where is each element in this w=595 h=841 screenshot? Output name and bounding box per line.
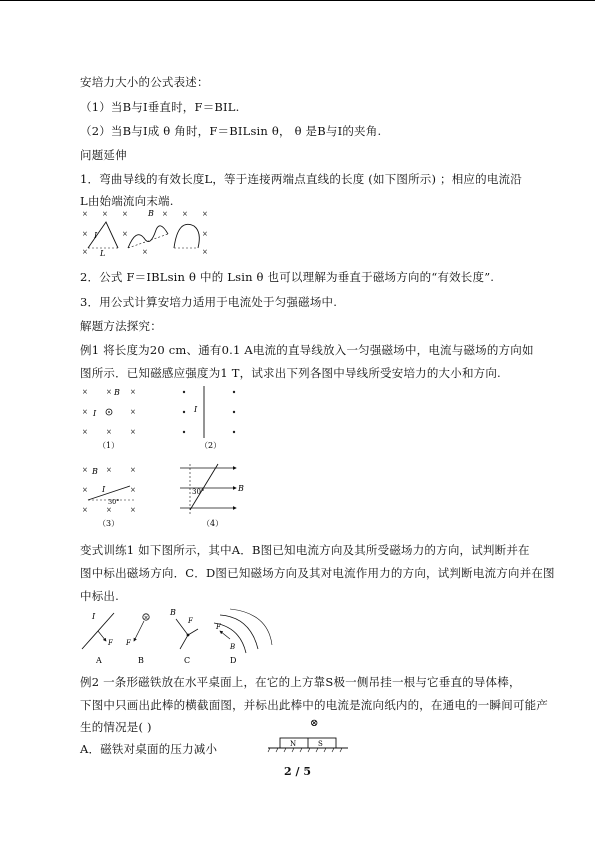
svg-text:×: × — [130, 428, 136, 436]
field-cross: × — [102, 210, 108, 218]
variant-d-caption: D — [230, 656, 237, 665]
page-number: 2 / 5 — [284, 765, 311, 778]
svg-text:×: × — [82, 506, 88, 514]
example-1-line-2: 图所示．已知磁感应强度为1 T，试求出下列各图中导线所受安培力的大小和方向. — [80, 366, 501, 380]
svg-text:×: × — [106, 388, 112, 396]
fig4-caption: （4） — [202, 519, 224, 528]
option-a: A．磁铁对桌面的压力减小 — [80, 742, 218, 756]
field-cross: × — [202, 248, 208, 256]
header-rule — [0, 0, 595, 1]
example-2-line-2: 下图中只画出此棒的横截面图，并标出此棒中的电流是流向纸内的，在通电的一瞬间可能产 — [80, 698, 548, 712]
variant-1-line-3: 中标出. — [80, 589, 119, 603]
example-1-fig-2 — [178, 382, 248, 454]
bent-wire-label-i: I — [94, 231, 98, 240]
field-cross: × — [82, 248, 88, 256]
field-cross: × — [182, 210, 188, 218]
svg-text:×: × — [82, 428, 88, 436]
field-cross: × — [202, 230, 208, 238]
fig3-label-b: B — [92, 467, 98, 476]
field-cross: × — [162, 210, 168, 218]
example-2-line-3: 生的情况是( ) — [80, 720, 152, 734]
fig3-angle: 30° — [108, 498, 120, 506]
field-cross: × — [82, 210, 88, 218]
variant-d-label-f: F — [216, 623, 221, 631]
section-extension: 问题延伸 — [80, 148, 127, 162]
fig1-label-b: B — [114, 388, 120, 397]
variant-figures — [80, 605, 280, 667]
field-cross: × — [142, 248, 148, 256]
point-1-line-1: 1．弯曲导线的有效长度L，等于连接两端点直线的长度 (如下图所示) ；相应的电流沿 — [80, 172, 522, 186]
variant-b-caption: B — [138, 656, 144, 665]
formula-case-1: （1）当B与I垂直时，F＝BIL. — [80, 100, 240, 114]
bent-wire-figure — [78, 208, 218, 258]
svg-text:×: × — [106, 466, 112, 474]
bent-wire-label-l: L — [100, 249, 106, 258]
variant-b-label-f: F — [126, 639, 131, 647]
bent-wire-label-b: B — [148, 209, 154, 218]
field-cross: × — [122, 210, 128, 218]
fig2-label-i: I — [194, 405, 198, 414]
fig4-label-b: B — [238, 484, 244, 493]
section-method: 解题方法探究： — [80, 319, 162, 333]
svg-text:×: × — [82, 408, 88, 416]
example-1-fig-1 — [78, 382, 148, 454]
example-1-fig-4 — [178, 460, 248, 532]
field-cross: × — [202, 210, 208, 218]
svg-text:×: × — [82, 466, 88, 474]
point-3: 3．用公式计算安培力适用于电流处于匀强磁场中. — [80, 295, 338, 309]
svg-text:×: × — [106, 506, 112, 514]
svg-text:×: × — [130, 408, 136, 416]
variant-c-label-b: B — [170, 608, 176, 617]
field-cross: × — [122, 230, 128, 238]
variant-c-caption: C — [184, 656, 191, 665]
svg-text:×: × — [82, 486, 88, 494]
variant-a-caption: A — [96, 656, 102, 665]
fig1-caption: （1） — [98, 441, 120, 450]
fig2-caption: （2） — [200, 441, 222, 450]
magnet-label-s: S — [318, 740, 323, 748]
svg-text:×: × — [82, 388, 88, 396]
variant-c-label-f: F — [188, 617, 193, 625]
variant-a-label-f: F — [108, 639, 113, 647]
svg-text:×: × — [130, 506, 136, 514]
example-2-line-1: 例2 一条形磁铁放在水平桌面上，在它的上方靠S极一侧吊挂一根与它垂直的导体棒， — [80, 675, 521, 689]
variant-a-label-i: I — [92, 612, 96, 621]
fig1-label-i: I — [93, 409, 97, 418]
magnet-current-symbol: ⊗ — [310, 718, 319, 729]
magnet-figure — [268, 714, 348, 754]
svg-text:×: × — [130, 486, 136, 494]
variant-d-label-b: B — [230, 643, 236, 651]
svg-text:×: × — [106, 428, 112, 436]
fig3-caption: （3） — [98, 519, 120, 528]
magnet-label-n: N — [290, 740, 297, 748]
fig3-label-i: I — [102, 485, 106, 494]
svg-text:×: × — [130, 388, 136, 396]
svg-text:×: × — [143, 614, 149, 622]
formula-heading: 安培力大小的公式表述： — [80, 75, 209, 89]
example-1-fig-3 — [78, 460, 148, 532]
point-2: 2．公式 F＝IBLsin θ 中的 Lsin θ 也可以理解为垂直于磁场方向的“有效长度”. — [80, 270, 495, 284]
svg-text:×: × — [130, 466, 136, 474]
field-cross: × — [82, 230, 88, 238]
variant-1-line-1: 变式训练1 如下图所示，其中A．B图已知电流方向及其所受磁场力的方向，试判断并在 — [80, 543, 530, 557]
example-1-line-1: 例1 将长度为20 cm、通有0.1 A电流的直导线放入一匀强磁场中，电流与磁场的方向如 — [80, 343, 534, 357]
variant-1-line-2: 图中标出磁场方向．C．D图已知磁场方向及其对电流作用力的方向，试判断电流方向并在图 — [80, 566, 555, 580]
fig4-angle: 30° — [192, 488, 205, 496]
formula-case-2: （2）当B与I成 θ 角时，F＝BILsin θ， θ 是B与I的夹角. — [80, 124, 382, 138]
point-1-line-2: L由始端流向末端. — [80, 194, 174, 208]
